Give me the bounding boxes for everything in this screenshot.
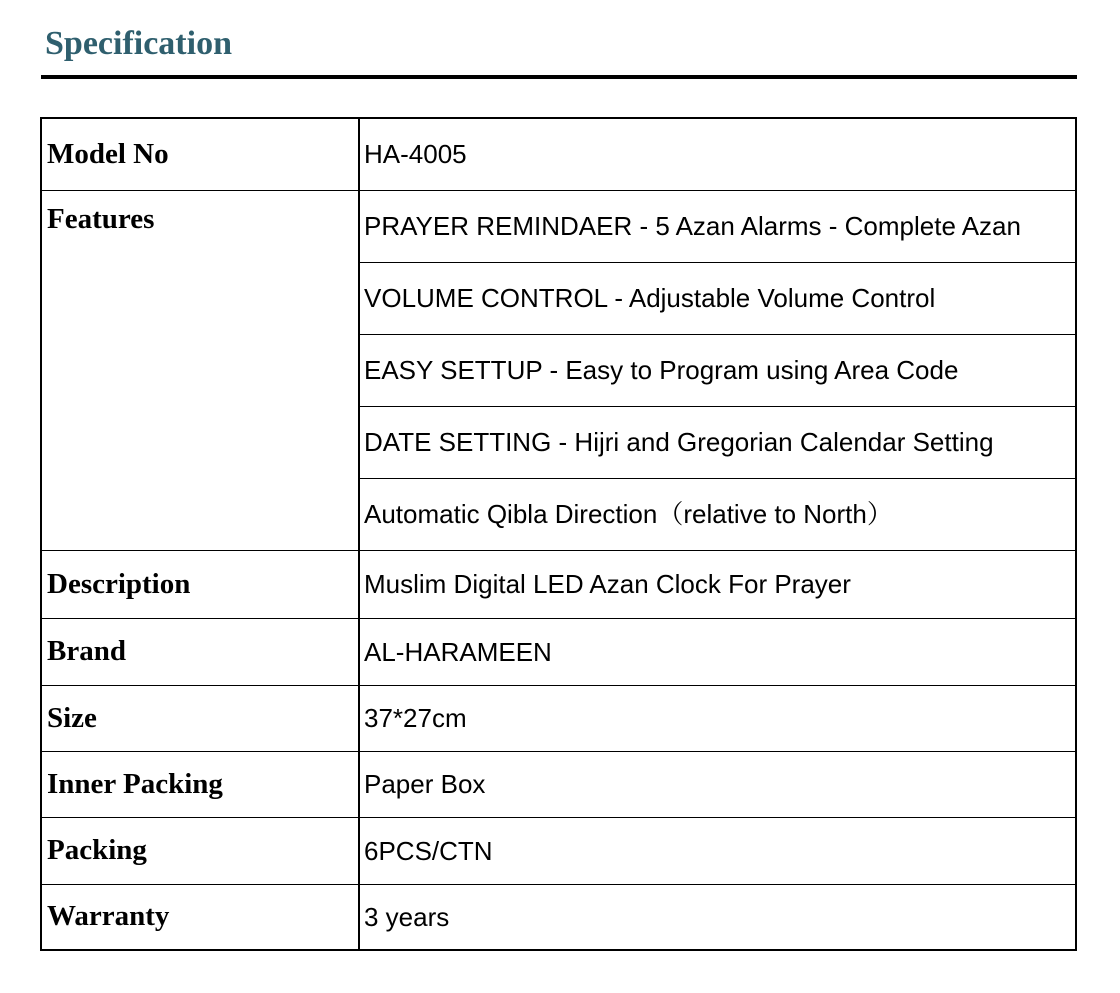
row-value: Muslim Digital LED Azan Clock For Prayer [359,550,1076,618]
feature-item: DATE SETTING - Hijri and Gregorian Calendar Setting [359,406,1076,478]
specification-table [40,117,1077,951]
row-label: Description [41,550,359,618]
row-label: Packing [41,817,359,884]
row-label: Model No [41,118,359,190]
table-row-inner-packing [41,751,1076,817]
feature-item: Automatic Qibla Direction（relative to North） [359,478,1076,550]
feature-item: PRAYER REMINDAER - 5 Azan Alarms - Complete Azan [359,190,1076,262]
table-row-size [41,685,1076,751]
row-label: Brand [41,618,359,685]
table-row-description [41,550,1076,618]
row-label: Inner Packing [41,751,359,817]
row-value: 6PCS/CTN [359,817,1076,884]
row-value: Paper Box [359,751,1076,817]
row-label: Features [41,190,359,550]
row-label: Warranty [41,884,359,950]
row-value: 3 years [359,884,1076,950]
table-row-packing [41,817,1076,884]
table-row-brand [41,618,1076,685]
table-row-model [41,118,1076,190]
row-value: AL-HARAMEEN [359,618,1076,685]
row-value: 37*27cm [359,685,1076,751]
table-row-features [41,190,1076,262]
row-label: Size [41,685,359,751]
table-row-warranty [41,884,1076,950]
title-divider [41,75,1077,79]
feature-item: VOLUME CONTROL - Adjustable Volume Control [359,262,1076,334]
row-value: HA-4005 [359,118,1076,190]
feature-item: EASY SETTUP - Easy to Program using Area Code [359,334,1076,406]
page-title: Specification [45,25,232,62]
